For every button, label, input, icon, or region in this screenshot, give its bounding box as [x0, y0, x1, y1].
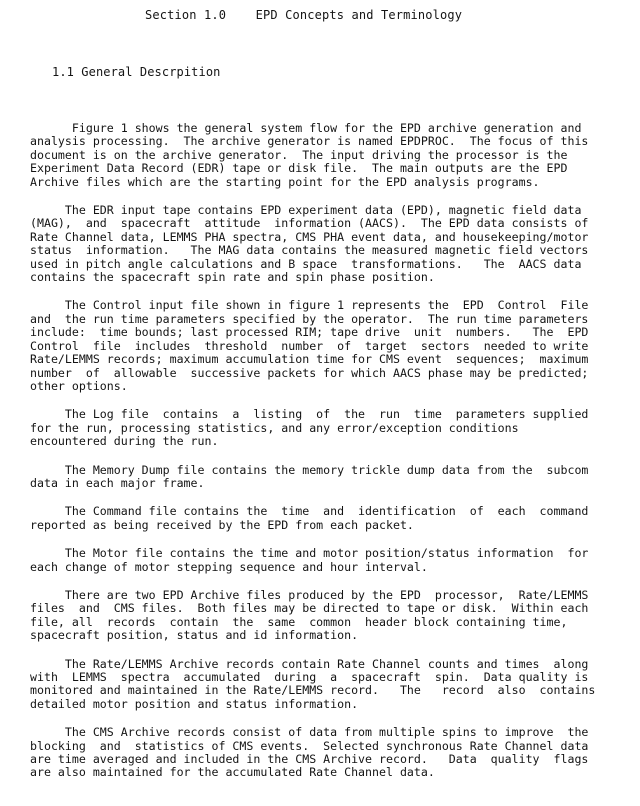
- paragraph-figure-overview: [30, 122, 630, 189]
- paragraph-cms-archive: [30, 726, 630, 780]
- text-line: contains the spacecraft spin rate and spin phase position.: [30, 270, 435, 285]
- text-line: status information. The MAG data contains the measured magnetic field vectors: [30, 243, 589, 258]
- text-line: file, all records contain the same common header block containing time,: [30, 614, 568, 629]
- text-line: Experiment Data Record (EDR) tape or disk file. The main outputs are the EPD: [30, 161, 568, 176]
- text-line: Rate Channel data, LEMMS PHA spectra, CMS PHA event data, and housekeeping/motor: [30, 229, 589, 244]
- paragraph-edr-input: [30, 204, 630, 284]
- text-line: encountered during the run.: [30, 434, 219, 449]
- paragraph-archive-files: [30, 589, 630, 643]
- text-line: data in each major frame.: [30, 475, 205, 490]
- text-line: document is on the archive generator. The input driving the processor is the: [30, 147, 568, 162]
- text-line: other options.: [30, 378, 128, 393]
- subsection-title: 1.1 General Descrpition: [52, 65, 221, 79]
- text-line: The CMS Archive records consist of data from multiple spins to improve the: [30, 725, 589, 740]
- text-line: number of allowable successive packets for which AACS phase may be predicted;: [30, 365, 589, 380]
- paragraph-rate-lemms-archive: [30, 658, 630, 712]
- text-line: and the run time parameters specified by the operator. The run time parameters: [30, 311, 589, 326]
- section-title: Section 1.0 EPD Concepts and Terminology: [145, 8, 463, 22]
- body-text: [30, 122, 630, 795]
- text-line: detailed motor position and status information.: [30, 696, 359, 711]
- text-line: The Control input file shown in figure 1 represents the EPD Control File: [30, 298, 589, 313]
- paragraph-control-file: [30, 299, 630, 393]
- text-line: are time averaged and included in the CMS Archive record. Data quality flags: [30, 752, 589, 767]
- text-line: include: time bounds; last processed RIM; tape drive unit numbers. The EPD: [30, 325, 589, 340]
- paragraph-log-file: [30, 408, 630, 448]
- text-line: The Command file contains the time and identification of each command: [30, 504, 589, 519]
- text-line: for the run, processing statistics, and any error/exception conditions: [30, 420, 519, 435]
- text-line: There are two EPD Archive files produced by the EPD processor, Rate/LEMMS: [30, 587, 589, 602]
- text-line: Figure 1 shows the general system flow for the EPD archive generation and: [30, 121, 582, 135]
- text-line: spacecraft position, status and id information.: [30, 628, 359, 643]
- text-line: each change of motor stepping sequence and hour interval.: [30, 559, 428, 574]
- text-line: (MAG), and spacecraft attitude information (AACS). The EPD data consists of: [30, 216, 589, 231]
- text-line: Rate/LEMMS records; maximum accumulation time for CMS event sequences; maximum: [30, 352, 589, 367]
- text-line: monitored and maintained in the Rate/LEMMS record. The record also contains: [30, 683, 596, 698]
- text-line: blocking and statistics of CMS events. Selected synchronous Rate Channel data: [30, 738, 589, 753]
- text-line: reported as being received by the EPD from each packet.: [30, 517, 414, 532]
- text-line: used in pitch angle calculations and B space transformations. The AACS data: [30, 256, 582, 271]
- text-line: files and CMS files. Both files may be directed to tape or disk. Within each: [30, 601, 589, 616]
- paragraph-memory-dump-file: [30, 464, 630, 491]
- text-line: Archive files which are the starting point for the EPD analysis programs.: [30, 174, 540, 189]
- text-line: are also maintained for the accumulated Rate Channel data.: [30, 765, 435, 780]
- text-line: The Memory Dump file contains the memory trickle dump data from the subcom: [30, 462, 589, 477]
- text-line: The EDR input tape contains EPD experiment data (EPD), magnetic field data: [30, 203, 582, 218]
- text-line: The Motor file contains the time and motor position/status information for: [30, 546, 589, 561]
- text-line: The Log file contains a listing of the run time parameters supplied: [30, 407, 589, 422]
- text-line: analysis processing. The archive generator is named EPDPROC. The focus of this: [30, 134, 589, 149]
- text-line: with LEMMS spectra accumulated during a spacecraft spin. Data quality is: [30, 670, 589, 684]
- paragraph-command-file: [30, 505, 630, 532]
- text-line: The Rate/LEMMS Archive records contain Rate Channel counts and times along: [30, 656, 589, 671]
- text-line: Control file includes threshold number of target sectors needed to write: [30, 338, 589, 353]
- paragraph-motor-file: [30, 547, 630, 574]
